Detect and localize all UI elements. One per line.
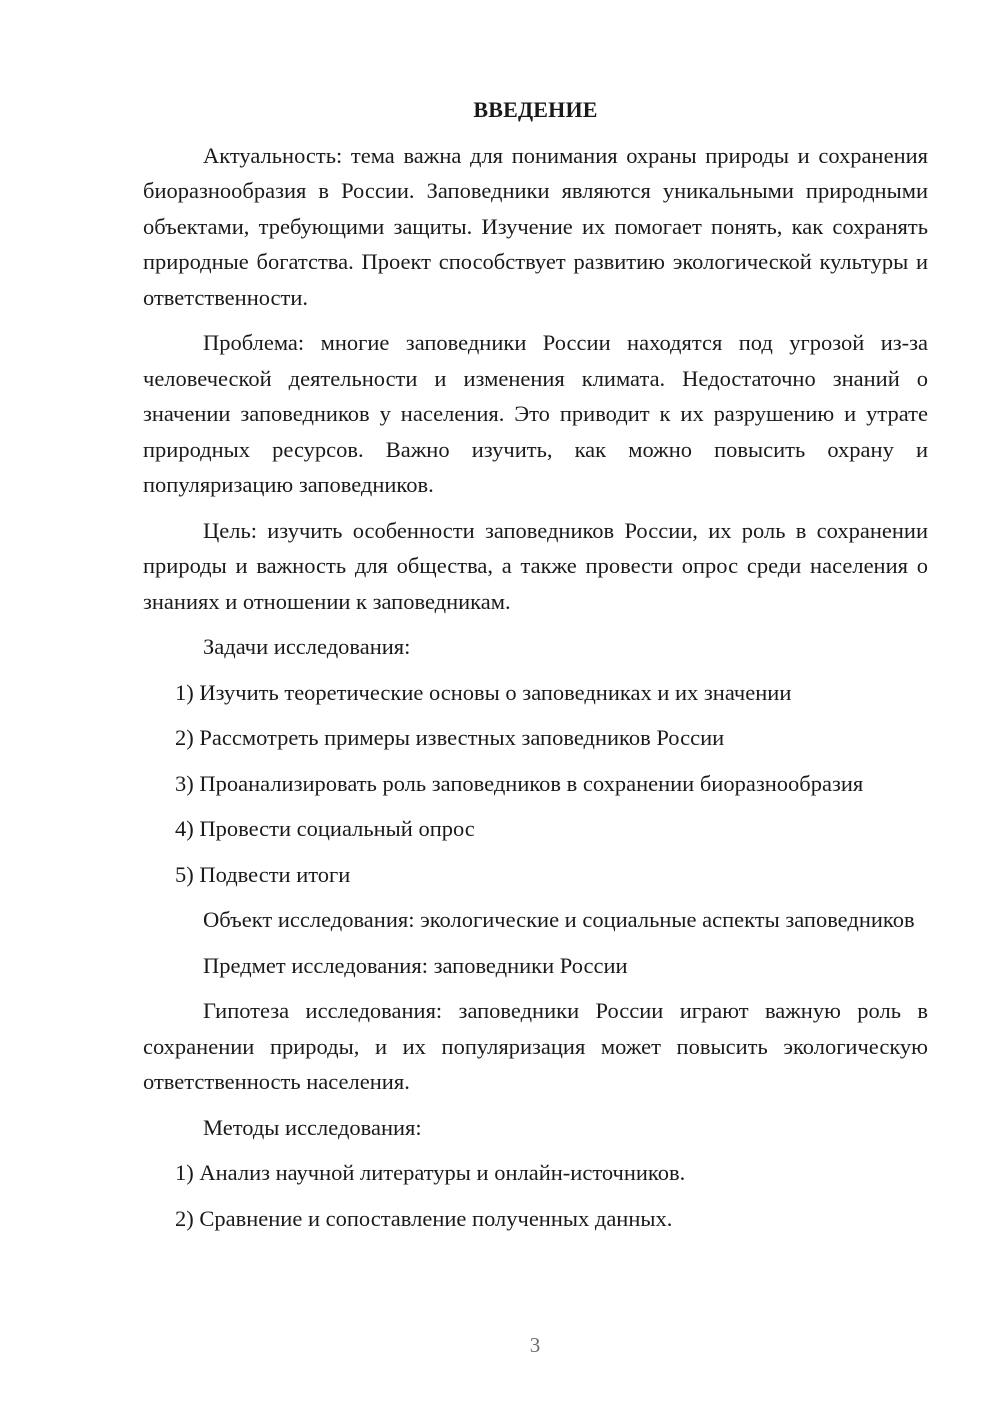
methods-heading: Методы исследования: <box>203 1114 422 1140</box>
section-title: ВВЕДЕНИЕ <box>473 97 598 122</box>
relevance-paragraph: Актуальность: тема важна для понимания охраны природы и сохранения биоразнообразия в России. Заповедники являются уникальными природными объектами, требующими защиты. Изучение их помогает понять, как сохранять природные богатства. Проект способствует развитию экологической культуры и ответственности. <box>143 142 928 310</box>
page-number: 3 <box>529 1333 541 1357</box>
problem-paragraph: Проблема: многие заповедники России находятся под угрозой из-за человеческой деятельности и изменения климата. Недостаточно знаний о значении заповедников у населения. Это приводит к их разрушению и утрате природных ресурсов. Важно изучить, как можно повысить охрану и популяризацию заповедников. <box>143 330 928 497</box>
object-paragraph: Объект исследования: экологические и социальные аспекты заповедников <box>203 907 915 932</box>
task-item: 1) Изучить теоретические основы о заповедниках и их значении <box>175 679 792 705</box>
task-item: 2) Рассмотреть примеры известных заповедников России <box>175 725 725 750</box>
task-item: 4) Провести социальный опрос <box>175 816 475 841</box>
subject-paragraph: Предмет исследования: заповедники России <box>203 952 628 978</box>
method-item: 2) Сравнение и сопоставление полученных данных. <box>175 1205 673 1231</box>
hypothesis-paragraph: Гипотеза исследования: заповедники России играют важную роль в сохранении природы, и их популяризация может повысить экологическую ответственность населения. <box>143 998 928 1094</box>
task-item: 3) Проанализировать роль заповедников в сохранении биоразнообразия <box>175 770 864 796</box>
page-content <box>143 92 928 1246</box>
goal-paragraph: Цель: изучить особенности заповедников России, их роль в сохранении природы и важность для общества, а также провести опрос среди населения о знаниях и отношении к заповедникам. <box>143 517 928 614</box>
task-item: 5) Подвести итоги <box>175 861 351 887</box>
tasks-heading: Задачи исследования: <box>203 634 411 659</box>
method-item: 1) Анализ научной литературы и онлайн-источников. <box>175 1160 686 1185</box>
